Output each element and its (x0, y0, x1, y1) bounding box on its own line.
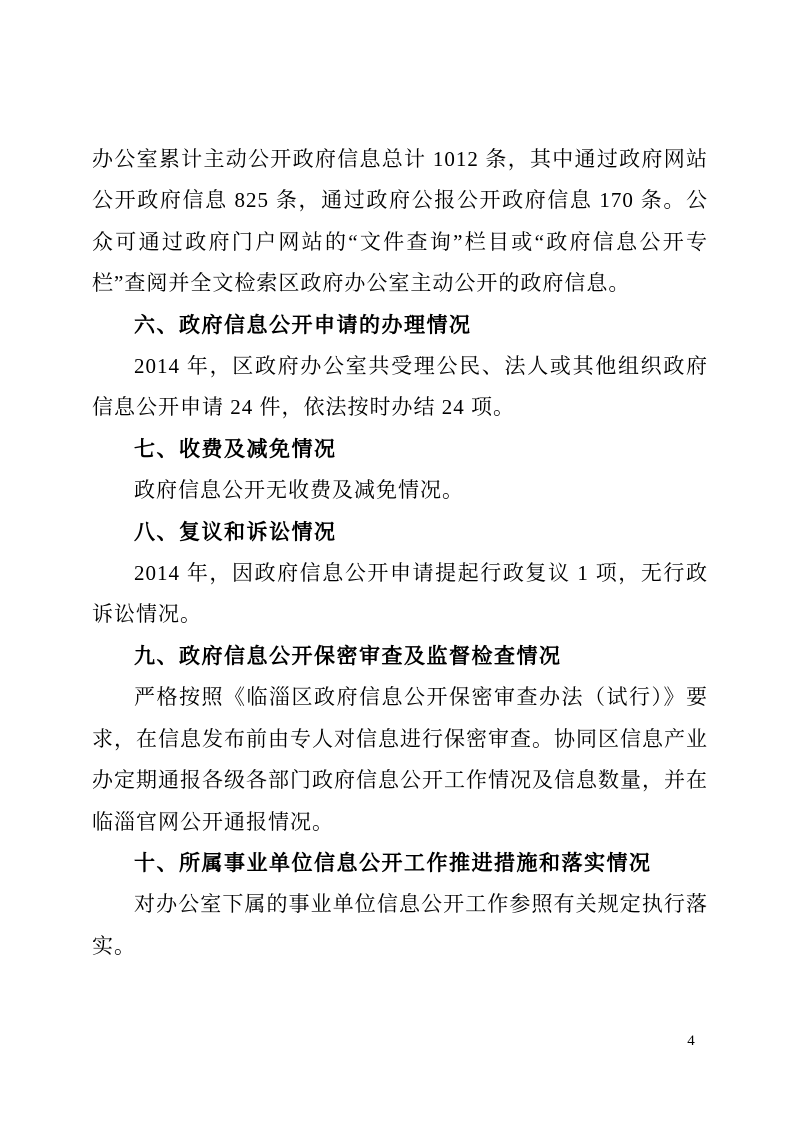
section-heading-10: 十、所属事业单位信息公开工作推进措施和落实情况 (134, 851, 652, 875)
section-heading-9: 九、政府信息公开保密审查及监督检查情况 (134, 644, 562, 668)
section-heading-6: 六、政府信息公开申请的办理情况 (134, 313, 472, 337)
section-paragraph-9: 严格按照《临淄区政府信息公开保密审查办法（试行）》要求，在信息发布前由专人对信息进行保密审查。协同区信息产业办定期通报各级各部门政府信息公开工作情况及信息数量，并在临淄官网公开通报情况。 (92, 685, 708, 834)
section-heading-8: 八、复议和诉讼情况 (134, 520, 337, 544)
section-paragraph-8: 2014 年，因政府信息公开申请提起行政复议 1 项，无行政诉讼情况。 (92, 561, 708, 627)
section-paragraph-6: 2014 年，区政府办公室共受理公民、法人或其他组织政府信息公开申请 24 件，依法按时办结 24 项。 (92, 354, 708, 420)
continued-paragraph: 办公室累计主动公开政府信息总计 1012 条，其中通过政府网站公开政府信息 825 条，通过政府公报公开政府信息 170 条。公众可通过政府门户网站的“文件查询”栏目或“政府信息公开专栏”查阅并全文检索区政府办公室主动公开的政府信息。 (92, 147, 708, 296)
document-body (92, 139, 708, 967)
section-heading-7: 七、收费及减免情况 (134, 437, 337, 461)
section-paragraph-10: 对办公室下属的事业单位信息公开工作参照有关规定执行落实。 (92, 892, 708, 958)
section-paragraph-7: 政府信息公开无收费及减免情况。 (134, 478, 464, 503)
page-number: 4 (687, 1033, 695, 1049)
